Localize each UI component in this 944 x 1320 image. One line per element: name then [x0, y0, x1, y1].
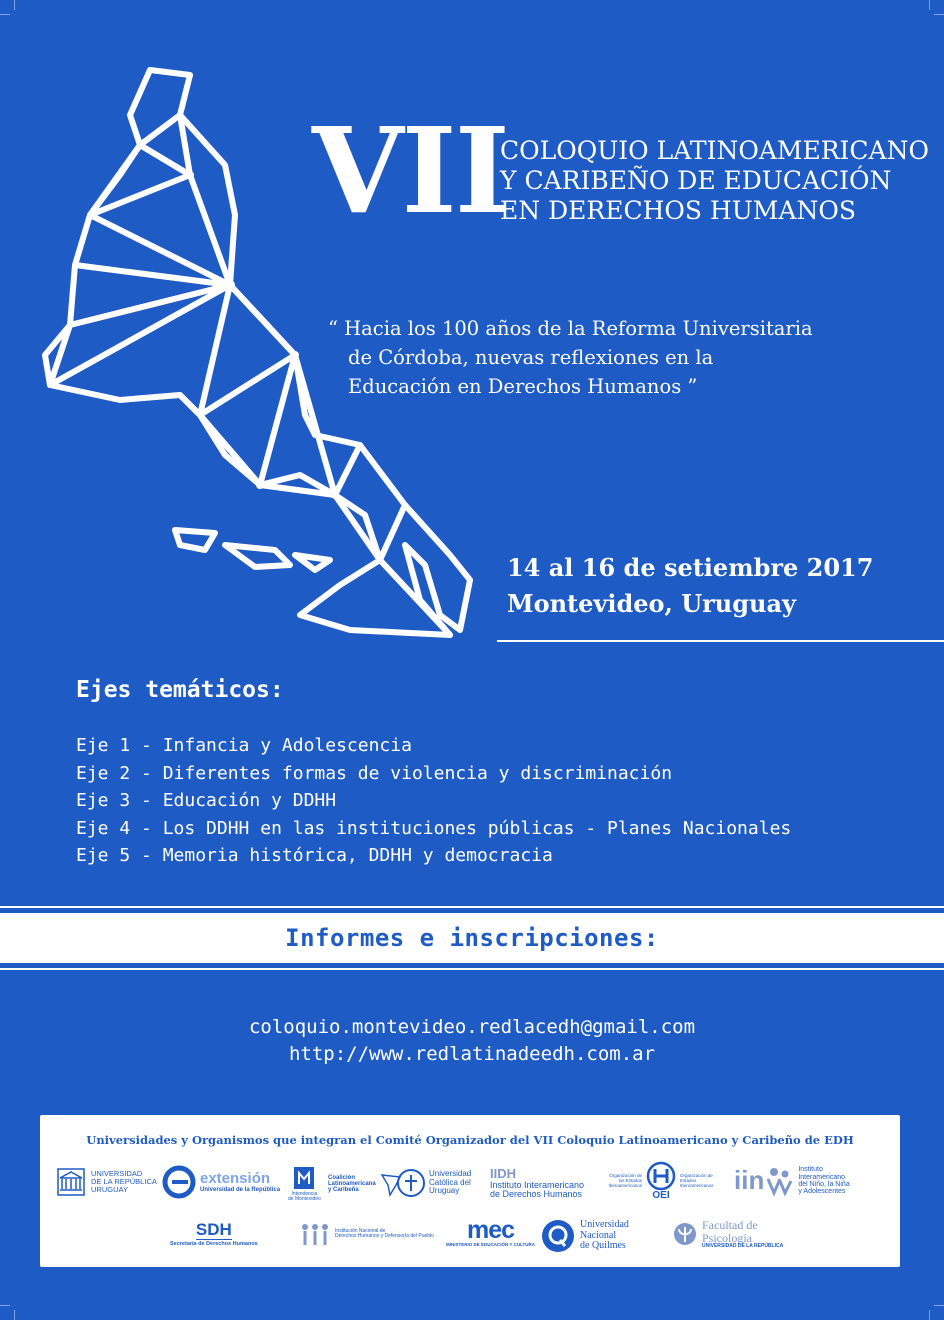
logo-text: y Adolescentes — [798, 1188, 846, 1196]
axes-list — [76, 732, 936, 870]
logo-text: de Derechos Humanos — [490, 1189, 583, 1200]
logo-unq — [540, 1218, 629, 1254]
crop-mark — [0, 1305, 10, 1306]
sponsors-panel — [40, 1115, 900, 1267]
crop-mark — [929, 0, 930, 10]
logo-text: Nacional — [580, 1229, 617, 1241]
logo-text: DE LA REPÚBLICA — [91, 1177, 157, 1187]
logo-psicologia — [672, 1219, 783, 1249]
sponsors-caption: Universidades y Organismos que integran el Comité Organizador del VII Coloquio Latinoamericano y Caribeño de EDH — [86, 1133, 854, 1147]
subtitle-line: Educación en Derechos Humanos ” — [348, 375, 698, 398]
logo-text: Psicología — [702, 1230, 752, 1245]
event-dates: 14 al 16 de setiembre 2017 — [507, 553, 874, 582]
inddhh-people-icon — [298, 1221, 332, 1247]
unq-q-icon — [540, 1218, 576, 1254]
logo-text: del Niño, la Niña — [798, 1181, 850, 1188]
contacts — [0, 1014, 944, 1068]
axis-item: Eje 3 - Educación y DDHH — [76, 790, 337, 811]
subtitle-line: “ Hacia los 100 años de la Reforma Universitaria — [328, 317, 813, 340]
logo-text: Universidad — [580, 1219, 629, 1231]
logo-text: Latinoamericana — [328, 1180, 376, 1187]
logo-oei — [606, 1161, 716, 1202]
info-banner — [0, 913, 944, 963]
event-title — [500, 136, 930, 226]
event-title-line: Y CARIBEÑO DE EDUCACIÓN — [500, 166, 892, 195]
info-heading: Informes e inscripciones: — [285, 924, 659, 952]
ucu-seal-icon — [396, 1167, 426, 1199]
divider-top — [0, 906, 944, 908]
logo-text: URUGUAY — [91, 1184, 128, 1194]
university-building-icon — [56, 1167, 86, 1197]
intendencia-shield-icon — [292, 1165, 316, 1191]
contact-website[interactable]: http://www.redlatinadeedh.com.ar — [288, 1043, 656, 1065]
divider-bottom — [0, 968, 944, 970]
iin-figures-icon — [764, 1165, 794, 1197]
logo-text: Católica del — [429, 1177, 471, 1187]
crop-mark — [934, 1305, 944, 1306]
logo-text: Instituto Interamericano — [490, 1179, 585, 1190]
axis-item: Eje 2 - Diferentes formas de violencia y discriminación — [76, 762, 673, 784]
logo-iidh — [490, 1167, 584, 1200]
logo-text: UNIVERSIDAD DE LA REPÚBLICA — [702, 1243, 784, 1250]
logo-mec — [446, 1217, 535, 1248]
event-title-line: EN DERECHOS HUMANOS — [500, 196, 856, 225]
logo-text: Instituto — [798, 1166, 823, 1174]
logo-text: Organización de Estados Iberoamericanos — [680, 1173, 714, 1188]
logo-text: OEI — [652, 1190, 670, 1201]
logo-ucu — [396, 1167, 471, 1199]
logo-text: Intendencia — [291, 1191, 318, 1197]
logo-iin — [734, 1165, 850, 1197]
extension-e-icon — [162, 1165, 196, 1199]
logo-text: mec — [466, 1216, 515, 1244]
event-title-line: COLOQUIO LATINOAMERICANO — [500, 136, 929, 165]
logo-text: SDH — [195, 1220, 232, 1239]
edition-roman-numeral: VII — [312, 101, 508, 240]
logo-text: Interamericano — [798, 1173, 846, 1181]
logo-udelar — [56, 1167, 157, 1197]
crop-mark — [934, 14, 944, 15]
logo-text: IIDH — [490, 1166, 516, 1181]
subtitle-line: de Córdoba, nuevas reflexiones en la — [348, 346, 714, 369]
crop-mark — [929, 1310, 930, 1320]
event-location: Montevideo, Uruguay — [507, 589, 796, 618]
event-subtitle — [328, 314, 928, 401]
logo-text: Facultad de — [702, 1218, 758, 1232]
axis-item: Eje 4 - Los DDHH en las instituciones públicas - Planes Nacionales — [76, 817, 792, 839]
axis-item: Eje 5 - Memoria histórica, DDHH y democracia — [76, 845, 553, 866]
logo-intendencia — [288, 1165, 321, 1203]
dates-divider — [497, 640, 944, 642]
logo-text: Uruguay — [429, 1186, 460, 1196]
logo-coalicion — [328, 1171, 406, 1197]
logo-text: y Caribeña — [328, 1187, 359, 1194]
logo-text: UNIVERSIDAD — [91, 1169, 143, 1179]
logo-extension — [162, 1165, 280, 1199]
logo-text: Institución Nacional de — [335, 1227, 386, 1234]
crop-mark — [14, 1310, 15, 1320]
axes-heading: Ejes temáticos: — [76, 677, 284, 703]
contact-email[interactable]: coloquio.montevideo.redlacedh@gmail.com — [248, 1016, 696, 1038]
logo-text: de Montevideo — [288, 1196, 321, 1203]
logo-text: Universidad de la República — [200, 1186, 281, 1193]
logo-text: Secretaría de Derechos Humanos — [170, 1240, 258, 1247]
event-info — [507, 550, 927, 622]
logo-text: de Quilmes — [580, 1240, 626, 1252]
logo-text: iin — [734, 1165, 765, 1196]
logo-text: Coalición — [328, 1174, 356, 1181]
logo-text: extensión — [200, 1169, 271, 1187]
psicologia-psi-icon — [672, 1221, 698, 1247]
logo-sdh — [170, 1221, 258, 1248]
oei-emblem-icon — [646, 1161, 676, 1191]
logo-text: Organización de los Estados Iberoamericanos — [608, 1173, 642, 1188]
axis-item: Eje 1 - Infancia y Adolescencia — [76, 735, 412, 756]
logo-text: Universidad — [429, 1169, 472, 1179]
logo-text: Derechos Humanos y Defensoría del Pueblo — [335, 1233, 434, 1239]
logo-inddhh — [298, 1221, 434, 1247]
crop-mark — [0, 14, 10, 15]
logo-text: MINISTERIO DE EDUCACIÓN Y CULTURA — [446, 1242, 536, 1248]
crop-mark — [14, 0, 15, 10]
